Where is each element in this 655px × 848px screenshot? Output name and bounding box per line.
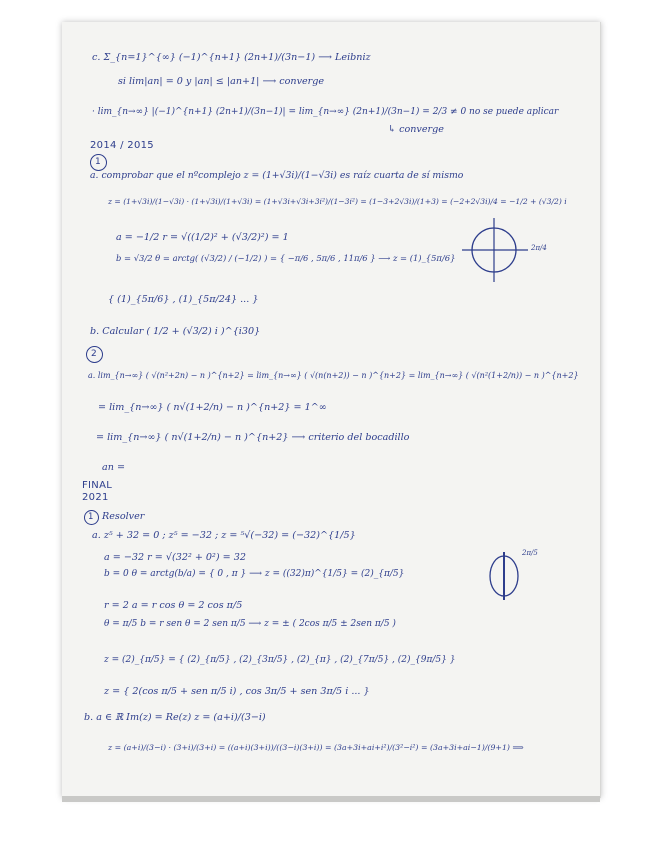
final-year: 2021 — [82, 492, 109, 503]
note-line-10: b. Calcular ( 1/2 + (√3/2) i )^{i30} — [90, 326, 261, 337]
note-line-12: = lim_{n→∞} ( n√(1+2/n) − n )^{n+2} = 1^∞ — [98, 402, 327, 413]
note-line-22: b. a ∈ ℝ Im(z) = Re(z) z = (a+i)/(3−i) — [84, 712, 266, 723]
note-line-4: ↳ converge — [388, 124, 444, 135]
exam-year-header: 2014 / 2015 — [90, 140, 154, 151]
note-line-14: an = — [102, 462, 125, 473]
problem-circle-3: 1 — [84, 510, 99, 525]
note-line-16: a = −32 r = √(32² + 0²) = 32 — [104, 552, 246, 563]
note-line-13: = lim_{n→∞} ( n√(1+2/n) − n )^{n+2} ⟶ criterio del bocadillo — [96, 432, 410, 443]
note-line-7: a = −1/2 r = √((1/2)² + (√3/2)²) = 1 — [116, 232, 289, 243]
note-line-1: c. Σ_{n=1}^{∞} (−1)^{n+1} (2n+1)/(3n−1) ⟶ Leibniz — [92, 52, 371, 63]
note-line-18: r = 2 a = r cos θ = 2 cos π/5 — [104, 600, 243, 611]
note-line-2: si lim|an| = 0 y |an| ≤ |an+1| ⟶ converge — [118, 76, 325, 87]
note-line-20: z = (2)_{π/5} = { (2)_{π/5} , (2)_{3π/5} , (2)_{π} , (2)_{7π/5} , (2)_{9π/5} } — [104, 655, 456, 665]
note-line-5: a. comprobar que el nºcomplejo z = (1+√3i)/(1−√3i) es raíz cuarta de sí mismo — [90, 170, 464, 181]
problem-circle-1: 1 — [90, 154, 107, 171]
note-line-19: θ = π/5 b = r sen θ = 2 sen π/5 ⟶ z = ± ( 2cos π/5 ± 2sen π/5 ) — [104, 619, 396, 629]
problem-circle-2: 2 — [86, 346, 103, 363]
margin-note-1: 2π/4 — [531, 244, 547, 252]
note-line-17: b = 0 θ = arctg(b/a) = { 0 , π } ⟶ z = ((32)π)^{1/5} = (2)_{π/5} — [104, 569, 405, 579]
note-line-15: a. z⁵ + 32 = 0 ; z⁵ = −32 ; z = ⁵√(−32) = (−32)^{1/5} — [92, 530, 356, 541]
note-line-9: { (1)_{5π/6} , (1)_{5π/24} ... } — [108, 294, 259, 305]
note-line-3: · lim_{n→∞} |(−1)^{n+1} (2n+1)/(3n−1)| = lim_{n→∞} (2n+1)/(3n−1) = 2/3 ≠ 0 no se puede aplicar — [92, 107, 559, 117]
margin-note-2: 2π/5 — [522, 549, 538, 557]
note-line-8: b = √3/2 θ = arctg( (√3/2) / (−1/2) ) = { −π/6 , 5π/6 , 11π/6 } ⟶ z = (1)_{5π/6} — [116, 253, 456, 263]
note-line-resolver: Resolver — [102, 511, 145, 522]
note-line-23: z = (a+i)/(3−i) · (3+i)/(3+i) = ((a+i)(3+i))/((3−i)(3+i)) = (3a+3i+ai+i²)/(3²−i²) = (3a+3i+ai−1)/(9+1) ⟹ — [108, 743, 524, 752]
final-header: FINAL — [82, 480, 113, 491]
note-line-21: z = { 2(cos π/5 + sen π/5 i) , cos 3π/5 + sen 3π/5 i ... } — [104, 686, 370, 697]
note-line-6: z = (1+√3i)/(1−√3i) · (1+√3i)/(1+√3i) = (1+√3i+√3i+3i²)/(1−3i²) = (1−3+2√3i)/(1+3) = (−2+2√3i)/4 = −1/2 + (√3/2) i — [108, 197, 567, 206]
page-edge — [62, 796, 600, 802]
note-line-11: a. lim_{n→∞} ( √(n²+2n) − n )^{n+2} = lim_{n→∞} ( √(n(n+2)) − n )^{n+2} = lim_{n→∞} ( √(n²(1+2/n)) − n )^{n+2} — [88, 371, 579, 380]
